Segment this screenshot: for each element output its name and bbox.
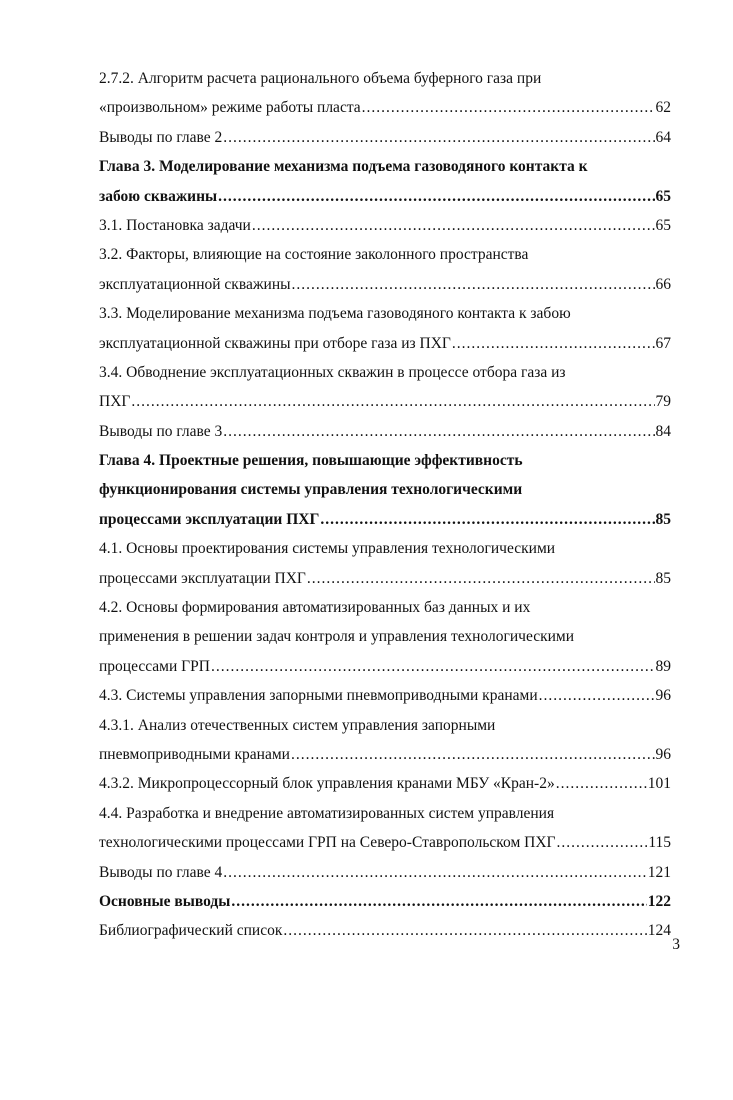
- toc-entry-text: Выводы по главе 3: [99, 422, 223, 440]
- dot-leader: [452, 329, 655, 358]
- toc-entry-page: 79: [655, 393, 671, 411]
- toc-line: [99, 799, 671, 828]
- toc-entry-page: 96: [655, 745, 671, 763]
- toc-line: [99, 593, 671, 622]
- dot-leader: [211, 652, 655, 681]
- toc-entry-text: забою скважины: [99, 187, 218, 205]
- toc-entry-page: 85: [655, 569, 671, 587]
- toc-entry-page: 122: [647, 892, 671, 910]
- toc-line: [99, 475, 671, 504]
- toc-entry-text: Библиографический список: [99, 922, 283, 940]
- toc-entry-text: 4.3. Системы управления запорными пневмоприводными кранами: [99, 687, 538, 705]
- toc-line: [99, 828, 671, 857]
- dot-leader: [252, 211, 655, 240]
- toc-line: [99, 240, 671, 269]
- toc-entry-text: процессами эксплуатации ПХГ: [99, 569, 306, 587]
- toc-line: [99, 387, 671, 416]
- toc-entry-page: 124: [647, 922, 671, 940]
- toc-line: [99, 769, 671, 798]
- toc-entry-page: 64: [655, 128, 671, 146]
- dot-leader: [223, 123, 654, 152]
- toc-entry-text: эксплуатационной скважины при отборе газа из ПХГ: [99, 334, 451, 352]
- toc-entry-text: Основные выводы: [99, 892, 231, 910]
- toc-line: [99, 182, 671, 211]
- toc-entry-page: 65: [655, 216, 671, 234]
- dot-leader: [231, 887, 646, 916]
- toc-entry-page: 84: [655, 422, 671, 440]
- toc-entry-page: 96: [655, 687, 671, 705]
- dot-leader: [556, 769, 647, 798]
- toc-entry-page: 101: [647, 775, 671, 793]
- toc-line: [99, 711, 671, 740]
- toc-line: [99, 681, 671, 710]
- dot-leader: [292, 270, 655, 299]
- dot-leader: [131, 387, 654, 416]
- toc-entry-page: 67: [655, 334, 671, 352]
- toc-entry-text: Глава 3. Моделирование механизма подъема газоводяного контакта к: [99, 158, 588, 176]
- toc-line: [99, 740, 671, 769]
- toc-entry-text: 3.4. Обводнение эксплуатационных скважин в процессе отбора газа из: [99, 363, 566, 381]
- toc-entry-page: 85: [655, 510, 671, 528]
- toc-line: [99, 887, 671, 916]
- dot-leader: [223, 858, 646, 887]
- dot-leader: [291, 740, 655, 769]
- toc-entry-text: Выводы по главе 2: [99, 128, 223, 146]
- page-number: 3: [672, 936, 680, 953]
- toc-entry-text: 3.2. Факторы, влияющие на состояние заколонного пространства: [99, 246, 529, 264]
- toc-entry-page: 65: [655, 187, 671, 205]
- toc-line: [99, 652, 671, 681]
- toc-line: [99, 417, 671, 446]
- toc-entry-text: 3.3. Моделирование механизма подъема газоводяного контакта к забою: [99, 305, 571, 323]
- toc-entry-text: процессами ГРП: [99, 657, 210, 675]
- toc-entry-text: 2.7.2. Алгоритм расчета рационального объема буферного газа при: [99, 70, 542, 87]
- toc-entry-page: 115: [648, 834, 671, 852]
- toc-entry-page: 121: [647, 863, 671, 881]
- toc-entry-text: функционирования системы управления технологическими: [99, 481, 523, 499]
- toc-entry-text: технологическими процессами ГРП на Северо-Ставропольском ПХГ: [99, 834, 556, 852]
- toc-entry-page: 89: [655, 657, 671, 675]
- toc-entry-text: 4.2. Основы формирования автоматизированных баз данных и их: [99, 599, 531, 617]
- dot-leader: [307, 564, 655, 593]
- toc-entry-text: применения в решении задач контроля и управления технологическими: [99, 628, 575, 646]
- toc-entry-text: эксплуатационной скважины: [99, 275, 291, 293]
- toc-line: [99, 858, 671, 887]
- toc-line: [99, 299, 671, 328]
- dot-leader: [362, 93, 655, 122]
- toc-entry-text: 3.1. Постановка задачи: [99, 216, 251, 234]
- toc-entry-text: 4.4. Разработка и внедрение автоматизированных систем управления: [99, 804, 555, 822]
- toc-line: [99, 505, 671, 534]
- toc-line: [99, 270, 671, 299]
- toc-entry-text: ПХГ: [99, 393, 131, 411]
- dot-leader: [539, 681, 655, 710]
- dot-leader: [218, 182, 654, 211]
- toc-entry-page: 66: [655, 275, 671, 293]
- toc-line: [99, 534, 671, 563]
- toc-line: [99, 329, 671, 358]
- toc-entry-text: пневмоприводными кранами: [99, 745, 290, 763]
- dot-leader: [557, 828, 648, 857]
- toc-line: [99, 123, 671, 152]
- toc-line: [99, 93, 671, 122]
- toc-entry-text: процессами эксплуатации ПХГ: [99, 510, 320, 528]
- toc-entry-page: 62: [655, 99, 671, 117]
- toc-line: [99, 211, 671, 240]
- toc-entry-text: 4.3.1. Анализ отечественных систем управления запорными: [99, 716, 496, 734]
- toc-line: [99, 446, 671, 475]
- dot-leader: [320, 505, 654, 534]
- dot-leader: [283, 916, 646, 945]
- table-of-contents: [99, 64, 671, 946]
- toc-entry-text: Глава 4. Проектные решения, повышающие эффективность: [99, 452, 523, 470]
- toc-line: [99, 916, 671, 945]
- toc-line: [99, 622, 671, 651]
- dot-leader: [223, 417, 654, 446]
- toc-entry-text: «произвольном» режиме работы пласта: [99, 99, 361, 117]
- toc-line: [99, 564, 671, 593]
- toc-line: [99, 358, 671, 387]
- toc-entry-text: 4.1. Основы проектирования системы управления технологическими: [99, 540, 556, 558]
- toc-line: [99, 152, 671, 181]
- toc-line: [99, 64, 671, 93]
- toc-entry-text: 4.3.2. Микропроцессорный блок управления кранами МБУ «Кран-2»: [99, 775, 555, 793]
- toc-entry-text: Выводы по главе 4: [99, 863, 223, 881]
